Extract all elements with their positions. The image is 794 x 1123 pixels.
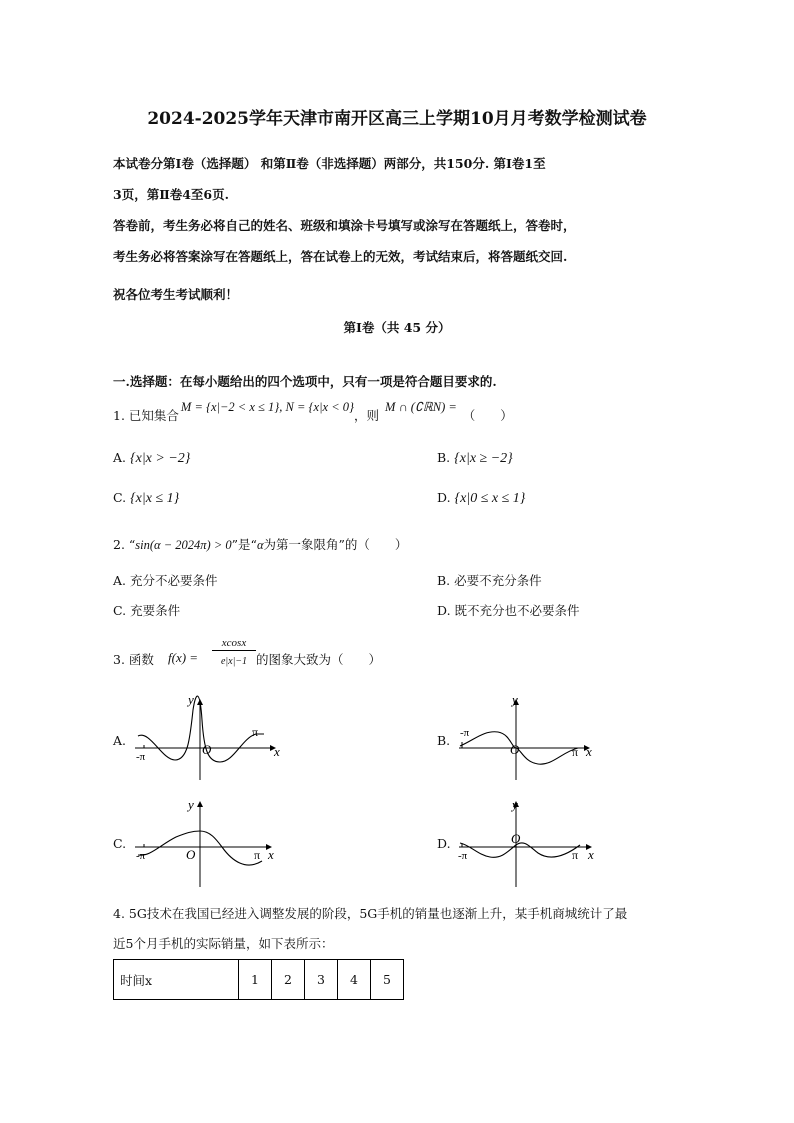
option-label: C. bbox=[113, 490, 127, 505]
q1-option-b bbox=[437, 450, 513, 467]
x-label: x bbox=[268, 847, 274, 862]
neg-pi-label: -π bbox=[460, 727, 470, 739]
option-text: {x|x ≥ −2} bbox=[454, 451, 513, 466]
table-cell: 1 bbox=[239, 960, 272, 1000]
pi-label: π bbox=[572, 848, 579, 862]
y-label: y bbox=[512, 797, 518, 812]
q1-middle: ，则 bbox=[354, 408, 380, 423]
x-label: x bbox=[586, 744, 592, 759]
q1-set-definition: M = {x|−2 < x ≤ 1}, N = {x|x < 0} bbox=[180, 400, 355, 414]
option-label: B. bbox=[437, 573, 451, 588]
x-label: x bbox=[588, 847, 594, 862]
q2-option-b bbox=[437, 571, 542, 589]
q1-expression: M ∩ (∁ℝN) = bbox=[385, 400, 457, 414]
q3-graph-d-label: D. bbox=[437, 836, 451, 851]
option-text: 既不充分也不必要条件 bbox=[454, 603, 580, 618]
intro-line-5: 祝各位考生考试顺利！ bbox=[113, 287, 239, 302]
option-text: 充要条件 bbox=[130, 603, 181, 618]
intro-line-2: 3页，第Ⅱ卷4至6页. bbox=[113, 187, 229, 202]
y-label: y bbox=[188, 692, 194, 707]
table-cell: 3 bbox=[305, 960, 338, 1000]
question-4-line-2: 近5个月手机的实际销量，如下表所示： bbox=[113, 936, 334, 951]
y-label: y bbox=[512, 692, 518, 707]
section-title: 第Ⅰ卷（共 45 分） bbox=[343, 320, 451, 335]
neg-pi-label: -π bbox=[136, 751, 146, 763]
q1-option-a bbox=[113, 450, 190, 467]
table-cell: 2 bbox=[272, 960, 305, 1000]
intro-line-4: 考生务必将答案涂写在答题纸上，答在试卷上的无效，考试结束后，将答题纸交回. bbox=[113, 249, 568, 264]
option-text: 充分不必要条件 bbox=[130, 573, 218, 588]
function-curve bbox=[138, 696, 264, 762]
neg-pi-label: -π bbox=[458, 850, 468, 862]
q1-blank: （ ） bbox=[462, 408, 513, 423]
question-1 bbox=[113, 400, 513, 424]
option-label: D. bbox=[437, 490, 451, 505]
sales-table bbox=[113, 959, 404, 1000]
q2-middle: ”是“ bbox=[231, 537, 257, 552]
option-label: C. bbox=[113, 603, 127, 618]
q1-option-d bbox=[437, 490, 525, 507]
q2-expression: sin(α − 2024π) > 0 bbox=[135, 538, 232, 552]
q2-alpha: α bbox=[256, 538, 264, 552]
pi-label: π bbox=[572, 745, 579, 759]
origin-label: O bbox=[202, 742, 212, 757]
q3-function-name: f(x) = bbox=[168, 650, 199, 665]
q3-graph-c bbox=[130, 795, 280, 895]
origin-label: O bbox=[510, 742, 520, 757]
question-2 bbox=[113, 535, 407, 553]
q3-graph-d bbox=[454, 795, 604, 895]
part1-heading: 一.选择题：在每小题给出的四个选项中，只有一项是符合题目要求的. bbox=[113, 374, 497, 389]
q3-denominator: e|x|−1 bbox=[220, 656, 248, 667]
option-label: A. bbox=[113, 573, 127, 588]
option-label: A. bbox=[113, 450, 127, 465]
neg-pi-label: -π bbox=[136, 850, 146, 862]
option-text: {x|0 ≤ x ≤ 1} bbox=[454, 491, 526, 506]
option-text: {x|x ≤ 1} bbox=[130, 491, 180, 506]
question-4-line-1: 4. 5G技术在我国已经进入调整发展的阶段，5G手机的销量也逐渐上升，某手机商城统计了最 bbox=[113, 906, 628, 921]
q3-graph-b bbox=[454, 690, 604, 790]
q2-option-d bbox=[437, 601, 580, 619]
page-title: 2024-2025学年天津市南开区高三上学期10月月考数学检测试卷 bbox=[147, 109, 647, 129]
q3-graph-a bbox=[130, 690, 280, 790]
option-text: 必要不充分条件 bbox=[454, 573, 542, 588]
table-cell: 4 bbox=[338, 960, 371, 1000]
q1-prefix: 1. 已知集合 bbox=[113, 408, 179, 423]
q3-graph-a-label: A. bbox=[113, 733, 127, 748]
q2-option-c bbox=[113, 601, 180, 619]
q3-graph-c-label: C. bbox=[113, 836, 127, 851]
y-label: y bbox=[188, 797, 194, 812]
pi-label: π bbox=[252, 725, 259, 739]
origin-label: O bbox=[186, 847, 196, 862]
question-3-prefix: 3. 函数 bbox=[113, 652, 154, 667]
x-label: x bbox=[274, 744, 280, 759]
intro-line-3: 答卷前，考生务必将自己的姓名、班级和填涂卡号填写或涂写在答题纸上，答卷时， bbox=[113, 218, 576, 233]
q3-graph-b-label: B. bbox=[437, 733, 451, 748]
q2-prefix: 2. “ bbox=[113, 537, 136, 552]
table-header-cell: 时间x bbox=[114, 960, 239, 1000]
question-3-suffix: 的图象大致为（ ） bbox=[256, 652, 382, 667]
option-label: B. bbox=[437, 450, 451, 465]
q3-numerator: xcosx bbox=[212, 637, 256, 651]
q2-option-a bbox=[113, 571, 218, 589]
pi-label: π bbox=[254, 848, 261, 862]
option-text: {x|x > −2} bbox=[130, 451, 191, 466]
option-label: D. bbox=[437, 603, 451, 618]
y-axis-arrow bbox=[197, 801, 203, 807]
origin-label: O bbox=[511, 831, 521, 846]
q1-option-c bbox=[113, 490, 179, 507]
intro-line-1: 本试卷分第Ⅰ卷（选择题） 和第Ⅱ卷（非选择题）两部分，共150分. 第Ⅰ卷1至 bbox=[113, 156, 546, 171]
table-row bbox=[114, 960, 404, 1000]
table-cell: 5 bbox=[371, 960, 404, 1000]
q2-suffix: 为第一象限角”的（ ） bbox=[263, 537, 408, 552]
